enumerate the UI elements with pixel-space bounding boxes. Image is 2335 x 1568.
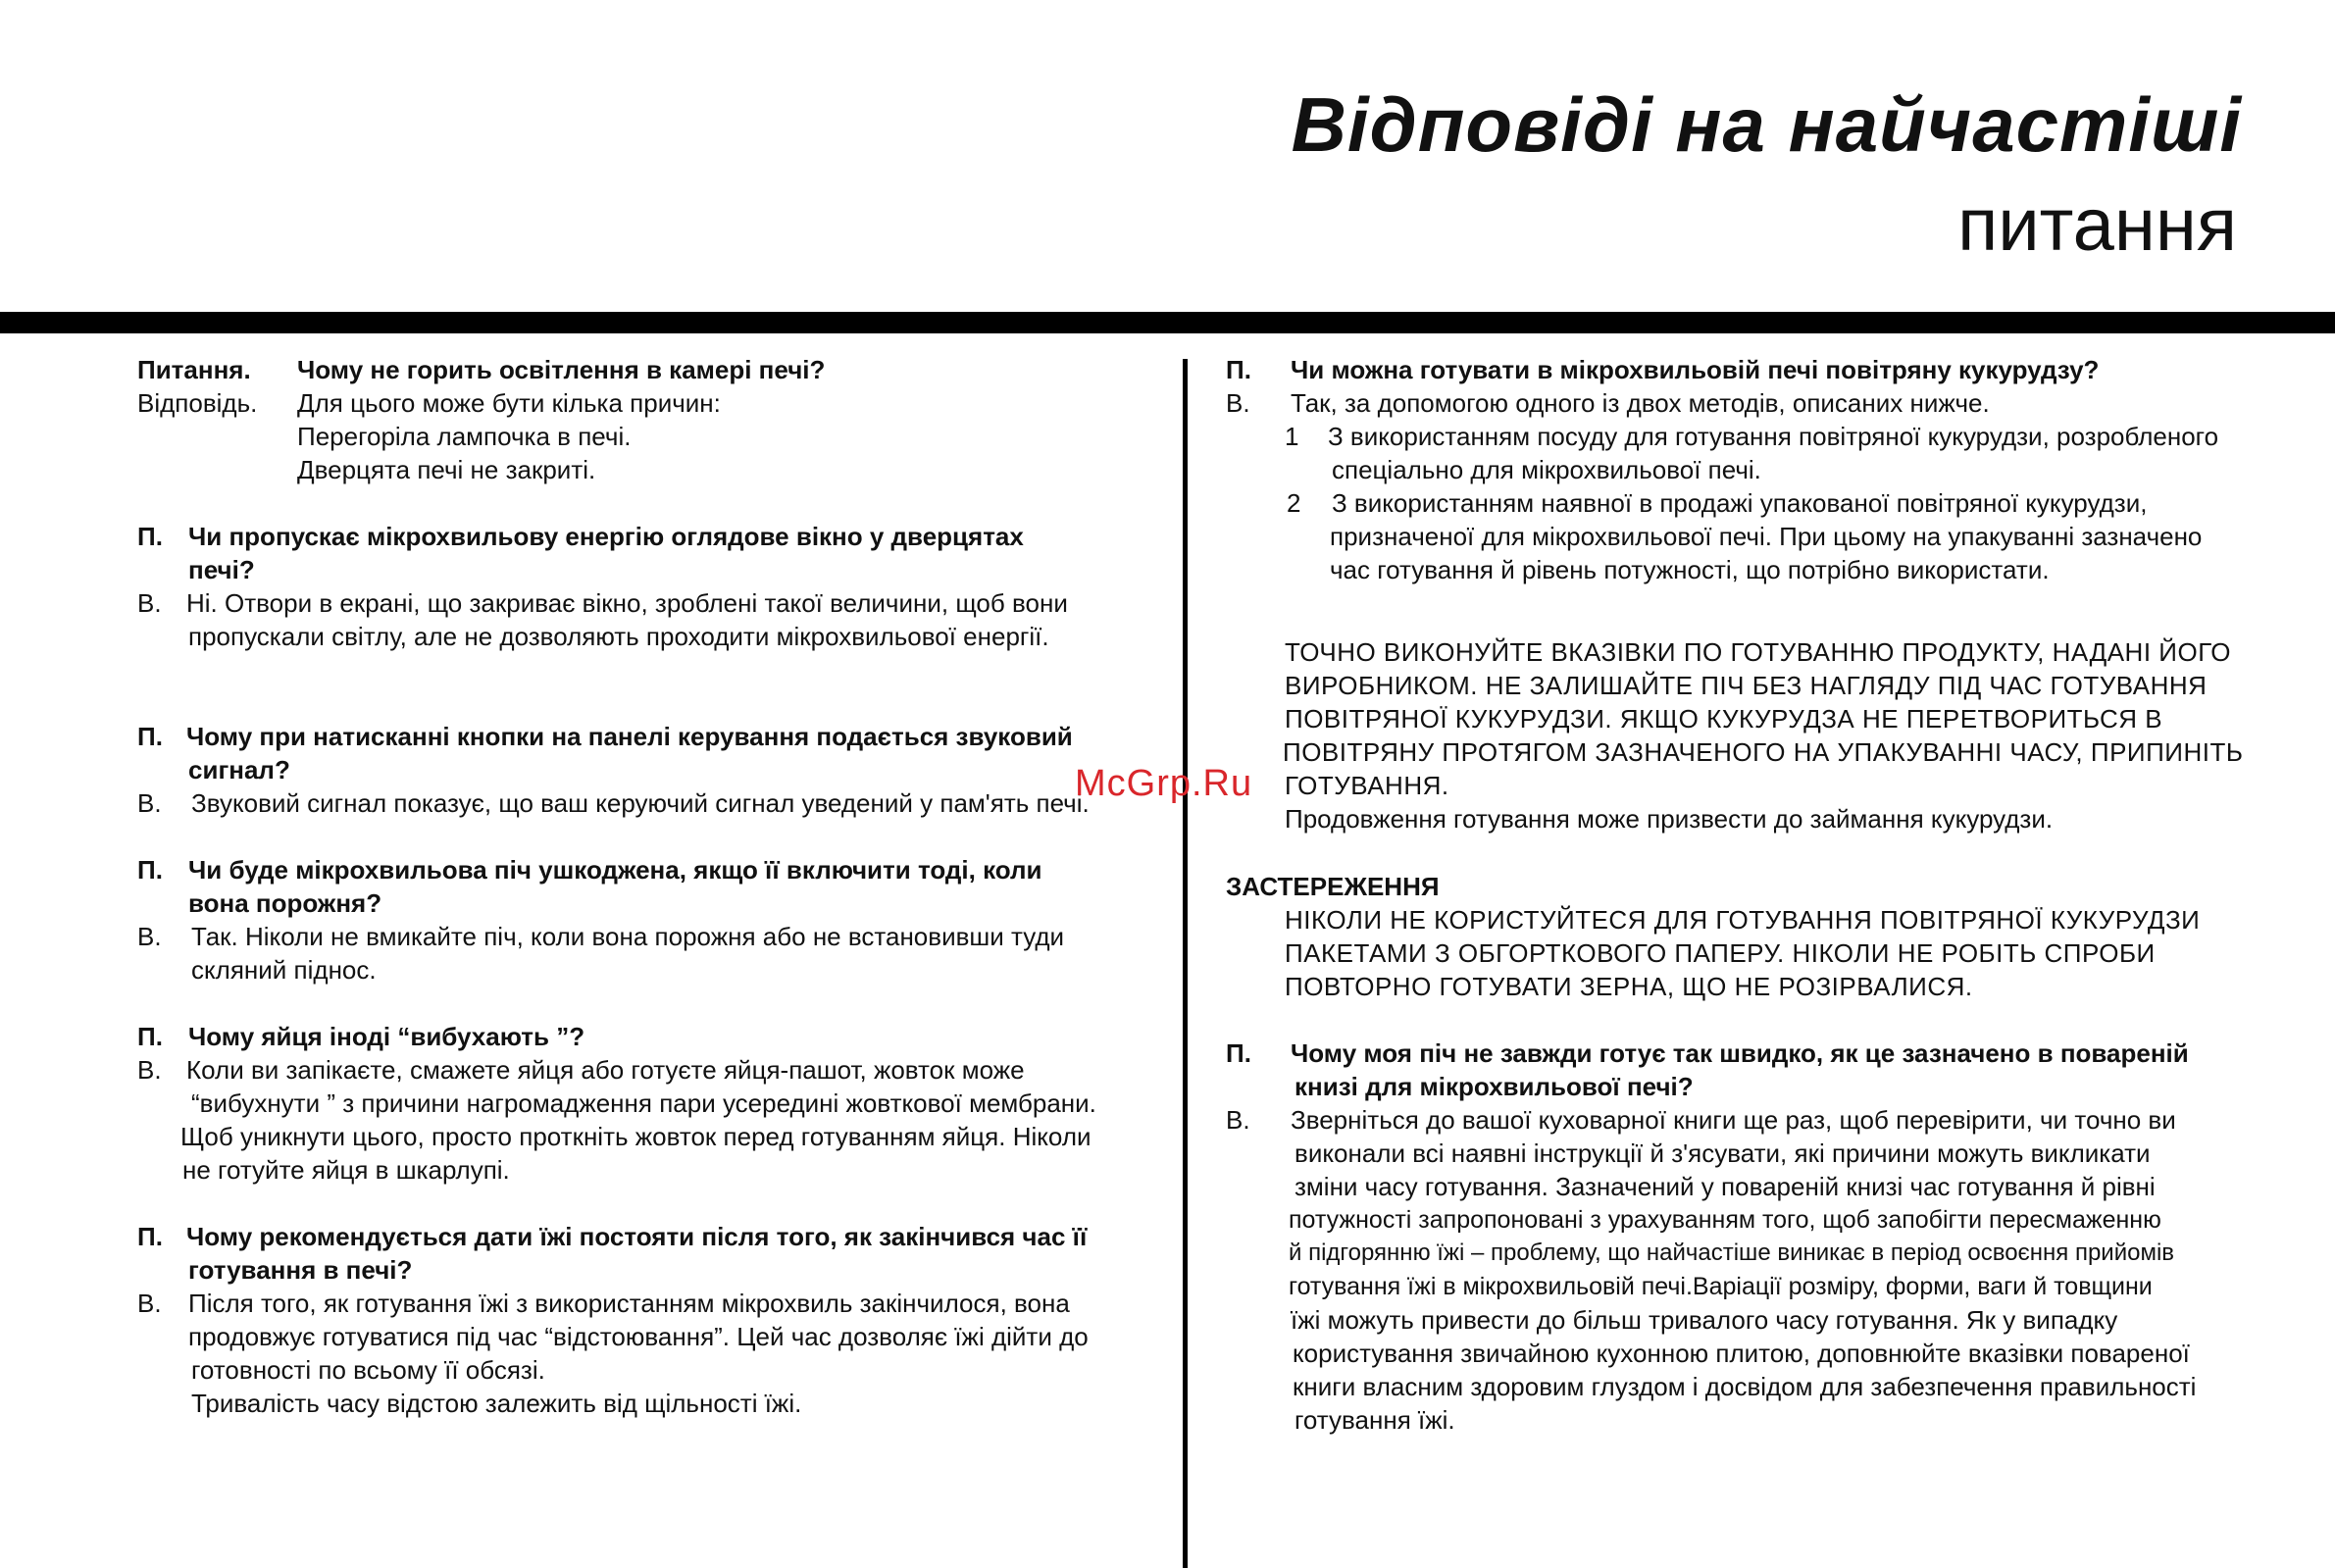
question-text: Чому моя піч не завжди готує так швидко, як це зазначено в повареній (1291, 1038, 2189, 1068)
notice-line: ПОВІТРЯНОЇ КУКУРУДЗИ. ЯКЩО КУКУРУДЗА НЕ ПЕРЕТВОРИТЬСЯ В (1285, 704, 2163, 733)
question-6 (137, 1220, 1162, 1253)
answer-line: зміни часу готування. Зазначений у повареній книзі час готування й рівні (1294, 1172, 2156, 1201)
warning-title: ЗАСТЕРЕЖЕННЯ (1226, 872, 1440, 901)
page-subtitle: питання (1957, 183, 2237, 267)
question-text: Чи можна готувати в мікрохвильовій печі повітряну кукурудзу? (1291, 355, 2100, 384)
question-4 (137, 853, 1162, 886)
answer-line: потужності запропоновані з урахуванням того, щоб запобігти пересмаженню (1289, 1206, 2161, 1234)
answer-5 (137, 1053, 1162, 1087)
answer-line: Дверцята печі не закриті. (297, 455, 596, 484)
item-number: 2 (1287, 488, 1301, 518)
answer-3 (137, 786, 1162, 820)
answer-8 (1226, 1103, 2265, 1137)
question-label: П. (137, 522, 163, 551)
answer-line: виконали всі наявні інструкції й з'ясувати, які причини можуть викликати (1294, 1138, 2151, 1168)
notice-line: ВИРОБНИКОМ. НЕ ЗАЛИШАЙТЕ ПІЧ БЕЗ НАГЛЯДУ ПІД ЧАС ГОТУВАННЯ (1285, 671, 2208, 700)
question-label: П. (137, 855, 163, 885)
question-7 (1226, 353, 2265, 386)
answer-line: пропускали світлу, але не дозволяють проходити мікрохвильової енергії. (188, 622, 1049, 651)
answer-line: Так, за допомогою одного із двох методів, описаних нижче. (1291, 388, 1990, 418)
question-text: Чи пропускає мікрохвильову енергію оглядове вікно у дверцятах (188, 522, 1024, 551)
item-text: час готування й рівень потужності, що потрібно використати. (1330, 555, 2050, 584)
answer-line: Звуковий сигнал показує, що ваш керуючий сигнал уведений у пам'ять печі. (191, 788, 1090, 818)
warning-line: ПАКЕТАМИ З ОБГОРТКОВОГО ПАПЕРУ. НІКОЛИ НЕ РОБІТЬ СПРОБИ (1285, 938, 2156, 968)
answer-line: й підгорянню їжі – проблему, що найчастіше виникає в період освоєння прийомів (1289, 1239, 2175, 1266)
answer-line: Для цього може бути кілька причин: (297, 388, 721, 418)
answer-line: книги власним здоровим глуздом і досвідом для забезпечення правильності (1293, 1372, 2197, 1401)
question-text: сигнал? (188, 755, 290, 784)
answer-line: Після того, як готування їжі з використанням мікрохвиль закінчилося, вона (188, 1289, 1070, 1318)
question-text: книзі для мікрохвильової печі? (1294, 1072, 1694, 1101)
method-item-1 (1226, 420, 2265, 453)
left-column (137, 353, 1162, 1420)
item-text: спеціально для мікрохвильової печі. (1332, 455, 1761, 484)
answer-label: В. (1226, 1105, 1250, 1135)
header-rule (0, 312, 2335, 333)
method-item-2 (1226, 486, 2265, 520)
notice-line: ГОТУВАННЯ. (1285, 771, 1449, 800)
item-text: З використанням наявної в продажі упакованої повітряної кукурудзи, (1332, 488, 2148, 518)
warning-line: ПОВТОРНО ГОТУВАТИ ЗЕРНА, ЩО НЕ РОЗІРВАЛИСЯ. (1285, 972, 1973, 1001)
answer-4 (137, 920, 1162, 953)
question-text: Чому рекомендується дати їжі постояти після того, як закінчився час її (186, 1222, 1088, 1251)
item-number: 1 (1285, 422, 1299, 451)
answer-line: Тривалість часу відстою залежить від щільності їжі. (191, 1389, 802, 1418)
answer-line: Ні. Отвори в екрані, що закриває вікно, зроблені такої величини, щоб вони (186, 588, 1068, 618)
answer-label: В. (1226, 388, 1250, 418)
answer-line: продовжує готуватися під час “відстоювання”. Цей час дозволяє їжі дійти до (188, 1322, 1089, 1351)
answer-7 (1226, 386, 2265, 420)
question-label: П. (137, 722, 163, 751)
question-8 (1226, 1037, 2265, 1070)
item-text: призначеної для мікрохвильової печі. При цьому на упакуванні зазначено (1330, 522, 2203, 551)
question-text: готування в печі? (188, 1255, 413, 1285)
warning-line: НІКОЛИ НЕ КОРИСТУЙТЕСЯ ДЛЯ ГОТУВАННЯ ПОВІТРЯНОЇ КУКУРУДЗИ (1285, 905, 2201, 935)
right-column (1226, 353, 2265, 1437)
question-text: Чому не горить освітлення в камері печі? (297, 355, 826, 384)
question-2 (137, 520, 1162, 553)
answer-label: В. (137, 788, 162, 818)
answer-line: скляний піднос. (191, 955, 377, 985)
answer-label: В. (137, 1055, 162, 1085)
question-1 (137, 353, 1162, 386)
column-divider (1183, 359, 1188, 1568)
question-3 (137, 720, 1162, 753)
answer-2 (137, 586, 1162, 620)
answer-1 (137, 386, 1162, 420)
answer-line: Зверніться до вашої куховарної книги ще раз, щоб перевірити, чи точно ви (1291, 1105, 2176, 1135)
question-text: Чи буде мікрохвильова піч ушкоджена, якщо її включити тоді, коли (188, 855, 1042, 885)
question-text: Чому при натисканні кнопки на панелі керування подається звуковий (186, 722, 1073, 751)
answer-line: Коли ви запікаєте, смажете яйця або готуєте яйця-пашот, жовток може (186, 1055, 1025, 1085)
notice-note: Продовження готування може призвести до займання кукурудзи. (1285, 804, 2054, 834)
question-text: Чому яйця іноді “вибухають ”? (188, 1022, 585, 1051)
answer-line: Так. Ніколи не вмикайте піч, коли вона порожня або не встановивши туди (191, 922, 1065, 951)
question-text: вона порожня? (188, 888, 382, 918)
question-label: П. (1226, 355, 1251, 384)
answer-6 (137, 1287, 1162, 1320)
answer-label: В. (137, 922, 162, 951)
answer-line: користування звичайною кухонною плитою, доповнюйте вказівки повареної (1293, 1339, 2190, 1368)
answer-line: не готуйте яйця в шкарлупі. (182, 1155, 510, 1185)
answer-line: готування їжі в мікрохвильовій печі.Варіації розміру, форми, ваги й товщини (1289, 1273, 2153, 1300)
notice-line: ПОВІТРЯНУ ПРОТЯГОМ ЗАЗНАЧЕНОГО НА УПАКУВАННІ ЧАСУ, ПРИПИНІТЬ (1283, 737, 2244, 767)
answer-label: В. (137, 1289, 162, 1318)
question-text: печі? (188, 555, 255, 584)
watermark-text: McGrp.Ru (1075, 763, 1253, 804)
answer-label: Відповідь. (137, 388, 258, 418)
question-label: П. (137, 1222, 163, 1251)
answer-line: їжі можуть привести до більш тривалого часу готування. Як у випадку (1291, 1305, 2118, 1335)
answer-label: В. (137, 588, 162, 618)
answer-line: готовності по всьому її обсязі. (191, 1355, 545, 1385)
question-5 (137, 1020, 1162, 1053)
answer-line: Перегоріла лампочка в печі. (297, 422, 632, 451)
answer-line: “вибухнути ” з причини нагромадження пари усередині жовткової мембрани. (191, 1088, 1096, 1118)
notice-line: ТОЧНО ВИКОНУЙТЕ ВКАЗІВКИ ПО ГОТУВАННЮ ПРОДУКТУ, НАДАНІ ЙОГО (1285, 637, 2232, 667)
question-label: П. (1226, 1038, 1251, 1068)
answer-line: Щоб уникнути цього, просто проткніть жовток перед готуванням яйця. Ніколи (180, 1122, 1091, 1151)
question-label: П. (137, 1022, 163, 1051)
item-text: З використанням посуду для готування повітряної кукурудзи, розробленого (1328, 422, 2219, 451)
question-label: Питання. (137, 355, 251, 384)
page-title: Відповіді на найчастіші (1291, 81, 2242, 168)
answer-line: готування їжі. (1294, 1405, 1455, 1435)
